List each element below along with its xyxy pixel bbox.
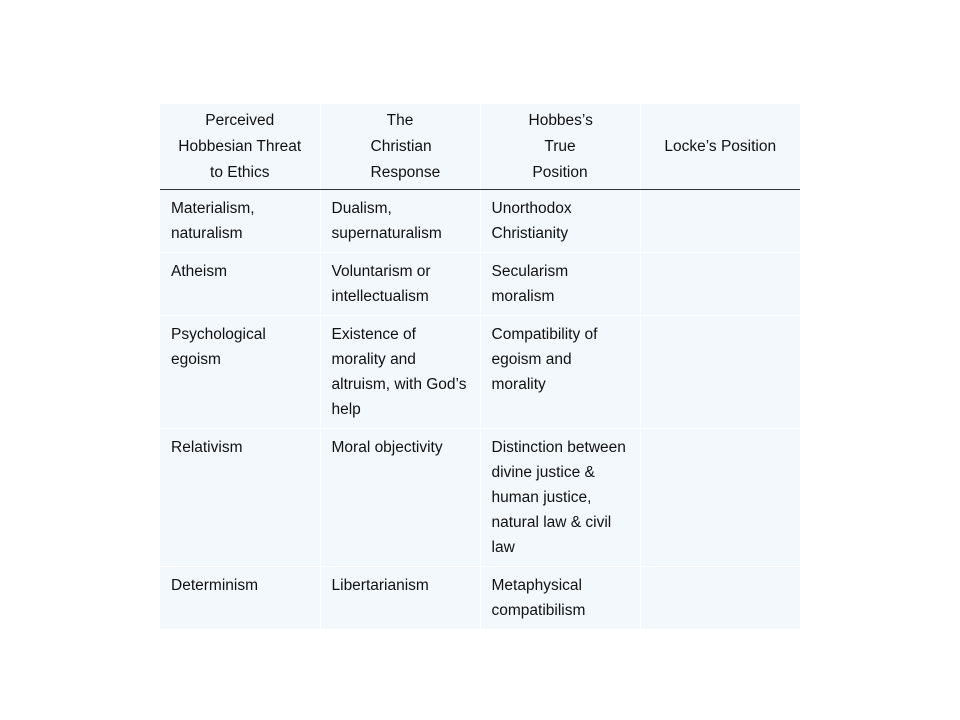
table-cell: Atheism xyxy=(160,253,320,316)
table-cell xyxy=(640,253,800,316)
table-row xyxy=(160,253,800,316)
table-cell: Compatibility of egoism and morality xyxy=(480,316,640,429)
table-cell: Voluntarism or intellectualism xyxy=(320,253,480,316)
table-cell xyxy=(640,429,800,567)
table-row xyxy=(160,429,800,567)
table-cell: Psychological egoism xyxy=(160,316,320,429)
header-hobbes-position: Hobbes’s True Position xyxy=(480,104,640,190)
table-row xyxy=(160,190,800,253)
table-cell: Existence of morality and altruism, with God’s help xyxy=(320,316,480,429)
table-cell: Determinism xyxy=(160,567,320,630)
header-perceived-threat: Perceived Hobbesian Threat to Ethics xyxy=(160,104,320,190)
table-cell: Unorthodox Christianity xyxy=(480,190,640,253)
table-cell: Relativism xyxy=(160,429,320,567)
table-row xyxy=(160,567,800,630)
table-row xyxy=(160,316,800,429)
header-row xyxy=(160,104,800,190)
table-cell: Secularism moralism xyxy=(480,253,640,316)
header-christian-response: The Christian Response xyxy=(320,104,480,190)
comparison-table xyxy=(160,104,800,629)
table-cell xyxy=(640,567,800,630)
table-cell: Materialism, naturalism xyxy=(160,190,320,253)
table-cell xyxy=(640,190,800,253)
header-locke-position: Locke’s Position xyxy=(640,104,800,190)
table-cell xyxy=(640,316,800,429)
table-cell: Metaphysical compatibilism xyxy=(480,567,640,630)
table-cell: Distinction between divine justice & human justice, natural law & civil law xyxy=(480,429,640,567)
table-cell: Dualism, supernaturalism xyxy=(320,190,480,253)
table-cell: Libertarianism xyxy=(320,567,480,630)
table-cell: Moral objectivity xyxy=(320,429,480,567)
